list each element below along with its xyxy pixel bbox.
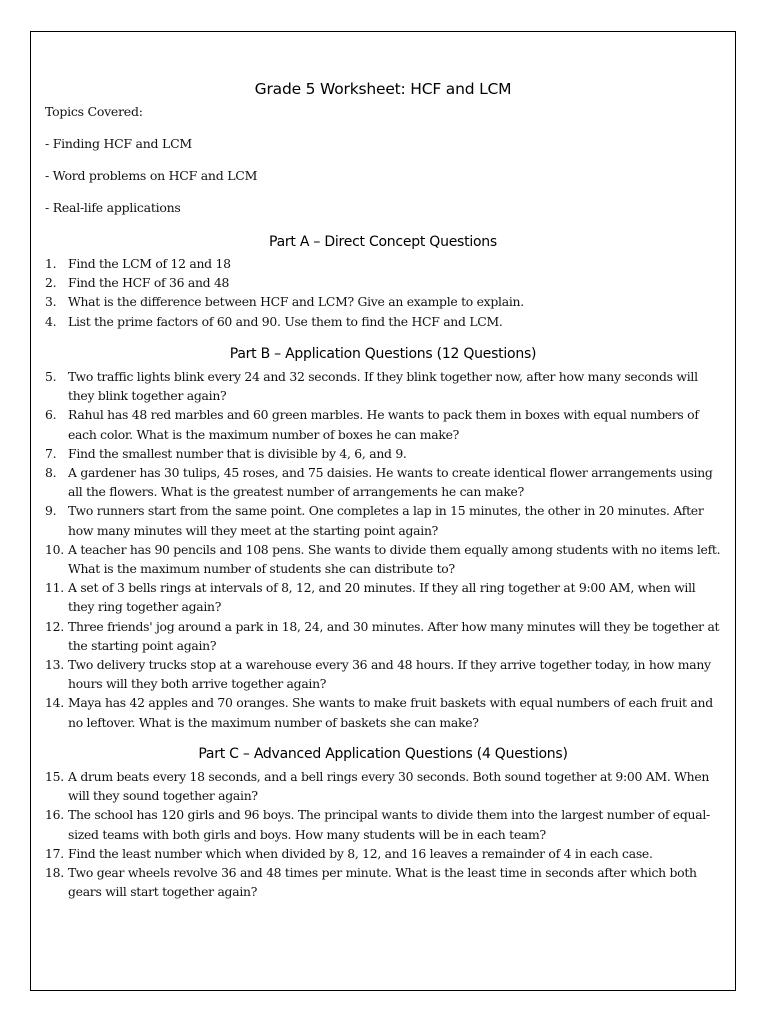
question-item — [45, 405, 725, 443]
topic-item: - Finding HCF and LCM — [45, 136, 192, 151]
part-a-heading: Part A – Direct Concept Questions — [269, 234, 497, 250]
question-text: The school has 120 girls and 96 boys. The principal wants to divide them into the largest number of equal-sized teams with both girls and boys. How many students will be in each team? — [68, 807, 710, 842]
question-item — [45, 578, 725, 616]
question-text: Two runners start from the same point. One completes a lap in 15 minutes, the other in 20 minutes. After how many minutes will they meet at the starting point again? — [68, 503, 704, 538]
question-text: Find the least number which when divided by 8, 12, and 16 leaves a remainder of 4 in each case. — [68, 845, 653, 861]
question-item — [45, 617, 725, 655]
question-number: 15. — [45, 769, 64, 784]
question-item — [45, 292, 725, 311]
topic-item: - Real-life applications — [45, 200, 181, 215]
question-number: 9. — [45, 503, 57, 519]
question-number: 10. — [45, 541, 64, 557]
question-number: 16. — [45, 807, 64, 823]
question-number: 1. — [45, 256, 57, 271]
question-item — [45, 501, 725, 539]
topics-heading: Topics Covered: — [45, 104, 143, 119]
question-number: 11. — [45, 580, 64, 596]
question-number: 18. — [45, 865, 64, 881]
question-item — [45, 273, 725, 292]
worksheet-page — [30, 31, 736, 991]
question-text: A teacher has 90 pencils and 108 pens. She wants to divide them equally among students with no items left. What is the maximum number of students she can distribute to? — [68, 541, 721, 577]
part-c-heading: Part C – Advanced Application Questions (4 Questions) — [198, 746, 568, 762]
question-number: 6. — [45, 407, 57, 423]
question-item — [45, 254, 725, 273]
question-item — [45, 540, 725, 578]
question-text: Two traffic lights blink every 24 and 32 seconds. If they blink together now, after how many seconds will they blink together again? — [68, 369, 698, 404]
worksheet-title: Grade 5 Worksheet: HCF and LCM — [254, 80, 512, 98]
question-number: 13. — [45, 657, 64, 673]
question-text: Find the LCM of 12 and 18 — [68, 256, 231, 271]
question-number: 3. — [45, 294, 57, 310]
question-number: 2. — [45, 275, 57, 291]
question-item — [45, 693, 725, 731]
question-text: Maya has 42 apples and 70 oranges. She wants to make fruit baskets with equal numbers of each fruit and no leftover. What is the maximum number of baskets she can make? — [68, 695, 713, 730]
part-b-heading: Part B – Application Questions (12 Questions) — [229, 346, 537, 362]
question-item — [45, 655, 725, 693]
question-number: 12. — [45, 618, 64, 634]
question-number: 4. — [45, 313, 57, 329]
question-text: List the prime factors of 60 and 90. Use them to find the HCF and LCM. — [68, 313, 503, 329]
question-item — [45, 463, 725, 501]
question-text: Three friends' jog around a park in 18, 24, and 30 minutes. After how many minutes will they be together at the starting point again? — [68, 618, 720, 653]
question-item — [45, 444, 725, 463]
question-number: 7. — [45, 445, 57, 461]
question-text: Two gear wheels revolve 36 and 48 times per minute. What is the least time in seconds after which both gears will start together again? — [68, 865, 697, 900]
question-number: 17. — [45, 845, 64, 861]
question-text: A drum beats every 18 seconds, and a bell rings every 30 seconds. Both sound together at 9:00 AM. When will they sound together again? — [68, 769, 710, 804]
question-text: What is the difference between HCF and LCM? Give an example to explain. — [68, 294, 524, 310]
question-text: A set of 3 bells rings at intervals of 8, 12, and 20 minutes. If they all ring together at 9:00 AM, when will they ring together again? — [68, 580, 696, 615]
question-text: Rahul has 48 red marbles and 60 green marbles. He wants to pack them in boxes with equal numbers of each color. What is the maximum number of boxes he can make? — [68, 407, 699, 442]
question-item — [45, 312, 725, 331]
question-item — [45, 367, 725, 405]
question-item — [45, 767, 725, 805]
question-number: 8. — [45, 465, 57, 481]
question-number: 5. — [45, 369, 57, 384]
question-text: A gardener has 30 tulips, 45 roses, and 75 daisies. He wants to create identical flower arrangements using all the flowers. What is the greatest number of arrangements he can make? — [68, 465, 713, 500]
question-text: Find the smallest number that is divisible by 4, 6, and 9. — [68, 445, 407, 461]
topic-item: - Word problems on HCF and LCM — [45, 168, 258, 183]
question-text: Find the HCF of 36 and 48 — [68, 275, 230, 291]
question-number: 14. — [45, 695, 64, 711]
question-text: Two delivery trucks stop at a warehouse every 36 and 48 hours. If they arrive together today, in how many hours will they both arrive together again? — [68, 657, 711, 692]
question-item — [45, 844, 725, 863]
question-item — [45, 863, 725, 901]
question-item — [45, 805, 725, 843]
part-a-question-list — [45, 254, 725, 331]
part-c-question-list — [45, 767, 725, 901]
part-b-question-list — [45, 367, 725, 732]
